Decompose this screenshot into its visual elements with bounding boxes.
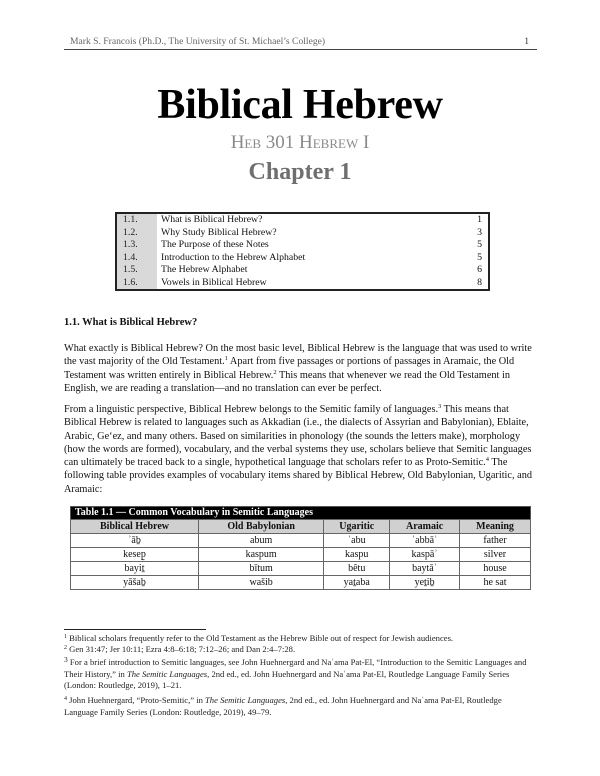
table-row bbox=[71, 576, 531, 590]
footnote bbox=[64, 695, 536, 718]
toc-label[interactable]: The Hebrew Alphabet bbox=[161, 264, 248, 276]
table-cell: abum bbox=[198, 534, 323, 548]
table-cell: ʾabu bbox=[324, 534, 390, 548]
toc-label[interactable]: Vowels in Biblical Hebrew bbox=[161, 276, 267, 288]
toc-entry[interactable] bbox=[116, 239, 489, 252]
table-cell: wašib bbox=[198, 576, 323, 590]
toc-page: 3 bbox=[477, 226, 482, 238]
book-title: The Semitic Languages bbox=[126, 668, 208, 679]
toc-number: 1.4. bbox=[116, 252, 157, 265]
footnote-number: 1 bbox=[64, 634, 67, 640]
toc-page: 6 bbox=[477, 264, 482, 276]
paragraph-text: The following table provides examples of vocabulary items shared by Biblical Hebrew, Old Babylonian, Ugaritic, and Aramaic: bbox=[64, 457, 533, 495]
footnote-separator bbox=[64, 629, 206, 630]
table-cell: yaṯaba bbox=[324, 576, 390, 590]
paragraph-text: This means that Biblical Hebrew is related to languages such as Akkadian (i.e., the dialects of Assyrian and Babylonian), Eblaite, Arabic, Ge‘ez, and many others. Based on similarities in phonology (the sounds the letters make), morphology (how the words are formed), vocabulary, and the verbal systems they use, scholars believe that Semitic languages can ultimately be traced back to a single, hypothetical language that scholars refer to as Proto-Semitic. bbox=[64, 404, 532, 469]
section-heading: 1.1. What is Biblical Hebrew? bbox=[64, 317, 198, 328]
footnote-number: 4 bbox=[64, 696, 67, 702]
toc-entry[interactable] bbox=[116, 227, 489, 240]
footnote-text: , 2nd ed., ed. John Huehnergard and Naʿama Pat-El, Routledge Language Family Series (London: Routledge, 2019), 1–21. bbox=[64, 668, 510, 690]
paragraph-text: From a linguistic perspective, Biblical Hebrew belongs to the Semitic family of languages. bbox=[64, 404, 439, 415]
table-cell: bītum bbox=[198, 562, 323, 576]
body-paragraph bbox=[64, 403, 536, 496]
toc-page: 8 bbox=[477, 276, 482, 288]
footnote bbox=[64, 644, 536, 656]
paragraph-text: Apart from five passages or portions of passages in Aramaic, the Old Testament was written entirely in Biblical Hebrew. bbox=[64, 356, 515, 381]
column-header: Ugaritic bbox=[324, 520, 390, 534]
toc-entry[interactable] bbox=[116, 264, 489, 277]
toc-label[interactable]: Why Study Biblical Hebrew? bbox=[161, 226, 277, 238]
paragraph-text: This means that whenever we read the Old Testament in English, we are reading a translation—and no translation can ever be perfect. bbox=[64, 369, 510, 394]
toc-number: 1.6. bbox=[116, 277, 157, 291]
footnote bbox=[64, 633, 536, 645]
table-cell: yāšaḇ bbox=[71, 576, 199, 590]
table-cell: ʾāḇ bbox=[71, 534, 199, 548]
toc-entry[interactable] bbox=[116, 252, 489, 265]
toc-number: 1.2. bbox=[116, 227, 157, 240]
footnote-text: Biblical scholars frequently refer to the Old Testament as the Hebrew Bible out of respect for Jewish audiences. bbox=[67, 633, 454, 643]
toc-page: 5 bbox=[477, 239, 482, 251]
chapter-heading: Chapter 1 bbox=[248, 159, 352, 185]
table-cell: kesep̱ bbox=[71, 548, 199, 562]
book-title: The Semitic Languages bbox=[205, 695, 286, 705]
table-of-contents bbox=[115, 212, 490, 291]
table-cell: bêtu bbox=[324, 562, 390, 576]
toc-label[interactable]: Introduction to the Hebrew Alphabet bbox=[161, 251, 306, 263]
footnote-text: , 2nd ed., ed. John Huehnergard and Naʿama Pat-El, Routledge Language Family Series (London: Routledge, 2019), 49–79. bbox=[64, 695, 502, 717]
footnote bbox=[64, 657, 536, 692]
table-cell: bayiṯ bbox=[71, 562, 199, 576]
footnote-text: Gen 31:47; Jer 10:11; Ezra 4:8–6:18; 7:12–26; and Dan 2:4–7:28. bbox=[67, 644, 296, 654]
table-row bbox=[71, 534, 531, 548]
column-header: Biblical Hebrew bbox=[71, 520, 199, 534]
table-header-row bbox=[71, 520, 531, 534]
table-caption-row bbox=[71, 507, 531, 520]
table-cell: yeṯiḇ bbox=[390, 576, 460, 590]
running-header bbox=[64, 36, 537, 50]
body-paragraph bbox=[64, 342, 536, 395]
column-header: Aramaic bbox=[390, 520, 460, 534]
footnote-text: For a brief introduction to Semitic languages, see John Huehnergard and Naʿama Pat-El, “Introduction to the Semitic Languages and Their History,” in bbox=[64, 657, 527, 679]
footnote-ref[interactable]: 3 bbox=[438, 403, 442, 410]
table-cell: father bbox=[460, 534, 531, 548]
toc-number: 1.5. bbox=[116, 264, 157, 277]
table-cell: kaspum bbox=[198, 548, 323, 562]
table-cell: house bbox=[460, 562, 531, 576]
page-number: 1 bbox=[524, 36, 529, 47]
toc-entry[interactable] bbox=[116, 213, 489, 227]
footnote-text: John Huehnergard, “Proto-Semitic,” in bbox=[67, 695, 206, 705]
document-title: Biblical Hebrew bbox=[157, 82, 443, 128]
vocabulary-table bbox=[70, 506, 531, 590]
toc-number: 1.3. bbox=[116, 239, 157, 252]
toc-number: 1.1. bbox=[116, 213, 157, 227]
column-header: Meaning bbox=[460, 520, 531, 534]
table-cell: silver bbox=[460, 548, 531, 562]
footnote-ref[interactable]: 4 bbox=[485, 456, 489, 464]
header-author: Mark S. Francois (Ph.D., The University of St. Michael’s College) bbox=[70, 36, 326, 47]
table-cell: kaspu bbox=[324, 548, 390, 562]
footnote-ref[interactable]: 1 bbox=[224, 355, 228, 363]
course-subtitle: Heb 301 Hebrew I bbox=[230, 132, 370, 153]
table-row bbox=[71, 548, 531, 562]
toc-page: 1 bbox=[477, 214, 482, 226]
footnote-ref[interactable]: 2 bbox=[273, 368, 277, 376]
footnote-number: 2 bbox=[64, 645, 67, 651]
table-cell: he sat bbox=[460, 576, 531, 590]
toc-label[interactable]: What is Biblical Hebrew? bbox=[161, 214, 263, 226]
toc-entry[interactable] bbox=[116, 277, 489, 291]
footnote-number: 3 bbox=[64, 655, 68, 664]
toc-label[interactable]: The Purpose of these Notes bbox=[161, 239, 269, 251]
table-cell: ʾabbāʾ bbox=[390, 534, 460, 548]
table-row bbox=[71, 562, 531, 576]
paragraph-text: What exactly is Biblical Hebrew? On the most basic level, Biblical Hebrew is the language that was used to write the vast majority of the Old Testament. bbox=[64, 343, 532, 368]
table-cell: baytāʾ bbox=[390, 562, 460, 576]
table-caption: Table 1.1 — Common Vocabulary in Semitic Languages bbox=[71, 507, 531, 520]
table-cell: kaspāʾ bbox=[390, 548, 460, 562]
column-header: Old Babylonian bbox=[198, 520, 323, 534]
toc-page: 5 bbox=[477, 251, 482, 263]
